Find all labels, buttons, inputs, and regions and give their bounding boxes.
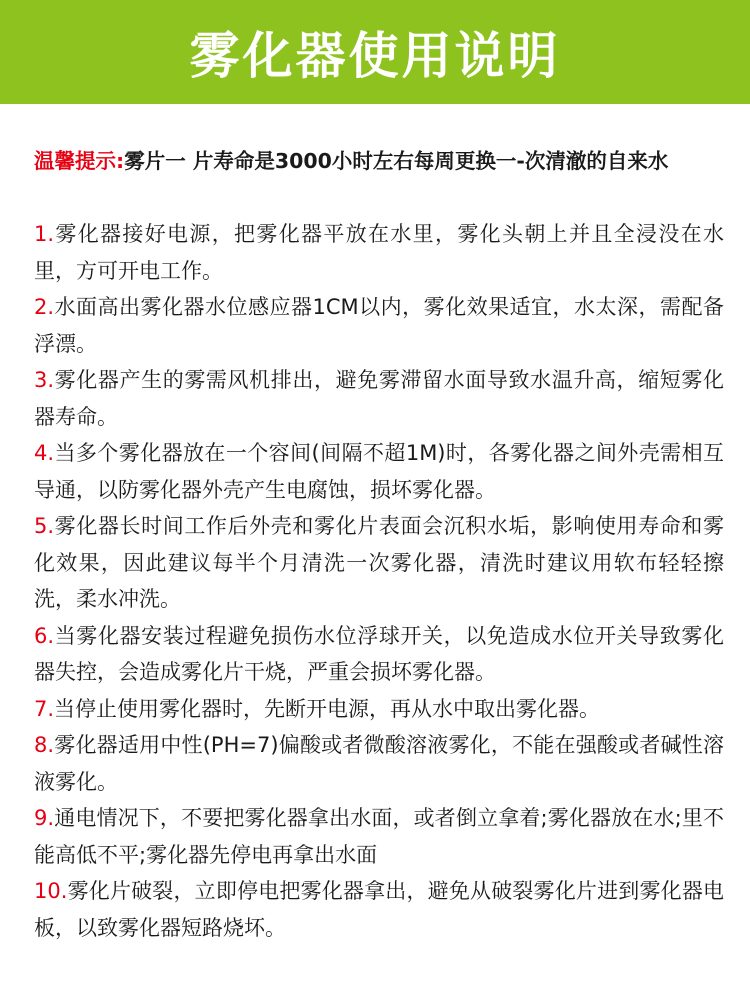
item-text: 雾化器接好电源，把雾化器平放在水里，雾化头朝上并且全浸没在水里，方可开电工作。 bbox=[34, 222, 724, 283]
item-number: 1. bbox=[34, 222, 55, 246]
instruction-item-8 bbox=[34, 727, 724, 800]
instruction-item-9 bbox=[34, 800, 724, 873]
item-number: 8. bbox=[34, 733, 55, 757]
instruction-item-6 bbox=[34, 618, 724, 691]
instruction-item-3 bbox=[34, 362, 724, 435]
item-text: 雾化器产生的雾需风机排出，避免雾滞留水面导致水温升高，缩短雾化器寿命。 bbox=[34, 368, 724, 429]
tip-label: 温馨提示: bbox=[34, 149, 125, 173]
item-number: 9. bbox=[34, 806, 55, 830]
title-banner bbox=[0, 0, 750, 104]
item-number: 4. bbox=[34, 441, 55, 465]
item-text: 雾化器长时间工作后外壳和雾化片表面会沉积水垢，影响使用寿命和雾化效果，因此建议每半个月清洗一次雾化器，清洗时建议用软布轻轻擦洗，柔水冲洗。 bbox=[34, 514, 724, 611]
warm-tip bbox=[0, 146, 750, 176]
item-number: 6. bbox=[34, 623, 55, 648]
item-number: 3. bbox=[34, 368, 55, 392]
instruction-list bbox=[0, 216, 750, 946]
item-text: 水面高出雾化器水位感应器1CM以内，雾化效果适宜，水太深，需配备浮漂。 bbox=[34, 295, 724, 356]
tip-text: 雾片一 片寿命是3000小时左右每周更换一-次清澈的自来水 bbox=[124, 149, 669, 173]
item-text: 当停止使用雾化器时，先断开电源，再从水中取出雾化器。 bbox=[54, 696, 601, 721]
item-text: 当雾化器安装过程避免损伤水位浮球开关，以免造成水位开关导致雾化器失控，会造成雾化片干烧，严重会损坏雾化器。 bbox=[34, 623, 724, 684]
instruction-item-4 bbox=[34, 435, 724, 508]
instruction-item-1 bbox=[34, 216, 724, 289]
instruction-item-7 bbox=[34, 691, 724, 728]
instruction-item-10 bbox=[34, 873, 724, 946]
item-text: 雾化器适用中性(PH=7)偏酸或者微酸溶液雾化，不能在强酸或者碱性溶液雾化。 bbox=[34, 733, 724, 794]
item-text: 通电情况下，不要把雾化器拿出水面，或者倒立拿着;雾化器放在水;里不能高低不平;雾化器先停电再拿出水面 bbox=[34, 806, 724, 867]
item-number: 5. bbox=[34, 514, 55, 538]
item-number: 10. bbox=[34, 879, 68, 903]
instruction-item-2 bbox=[34, 289, 724, 362]
instruction-item-5 bbox=[34, 508, 724, 618]
page-title: 雾化器使用说明 bbox=[189, 27, 561, 85]
item-text: 当多个雾化器放在一个容间(间隔不超1M)时，各雾化器之间外壳需相互导通，以防雾化器外壳产生电腐蚀，损坏雾化器。 bbox=[34, 441, 724, 502]
item-text: 雾化片破裂，立即停电把雾化器拿出，避免从破裂雾化片进到雾化器电板，以致雾化器短路烧坏。 bbox=[34, 879, 724, 940]
item-number: 2. bbox=[34, 295, 55, 319]
item-number: 7. bbox=[34, 696, 55, 721]
